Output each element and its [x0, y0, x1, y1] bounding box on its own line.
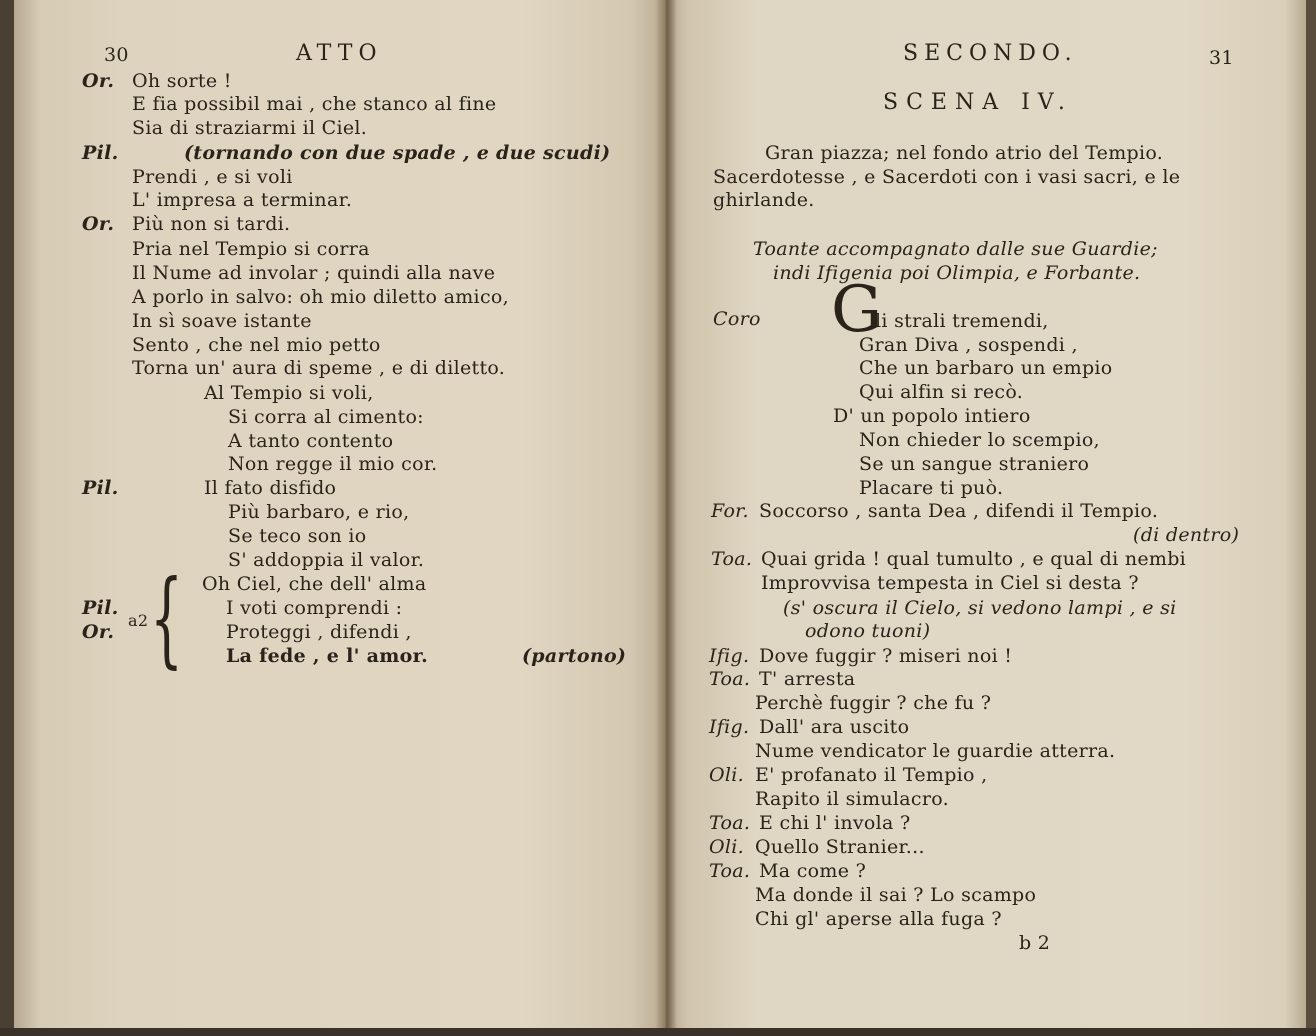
speaker-label: Pil.	[82, 477, 119, 499]
verse-line: A porlo in salvo: oh mio diletto amico,	[132, 286, 509, 308]
stage-direction: (di dentro)	[1133, 524, 1240, 546]
signature-mark: b 2	[1019, 932, 1051, 954]
stage-direction: (s' oscura il Cielo, si vedono lampi , e si	[783, 597, 1177, 619]
stage-direction: odono tuoni)	[805, 620, 931, 642]
verse-line: D' un popolo intiero	[833, 405, 1031, 427]
verse-line: Più non si tardi.	[132, 213, 291, 235]
speaker-label: Toa.	[709, 668, 751, 690]
verse-line: Perchè fuggir ? che fu ?	[755, 692, 992, 714]
speaker-label-chorus: Coro	[713, 308, 761, 330]
verse-line: Che un barbaro un empio	[859, 357, 1113, 379]
book-edge-right	[1306, 0, 1316, 1036]
a2-mark: a2	[128, 611, 149, 630]
verse-line: Improvvisa tempesta in Ciel si desta ?	[761, 572, 1139, 594]
speaker-label: Or.	[82, 213, 115, 235]
entrance-direction: indi Ifigenia poi Olimpia, e Forbante.	[773, 262, 1141, 284]
speaker-label: Pil.	[82, 597, 119, 619]
verse-line: Ma donde il sai ? Lo scampo	[755, 884, 1037, 906]
verse-line: Chi gl' aperse alla fuga ?	[755, 908, 1002, 930]
speaker-label: Ifig.	[709, 645, 750, 667]
verse-line: Se un sangue straniero	[859, 453, 1090, 475]
verse-line: Dall' ara uscito	[759, 716, 910, 738]
verse-line: Se teco son io	[228, 525, 367, 547]
verse-line: Proteggi , difendi ,	[226, 621, 412, 643]
duet-brace: {	[150, 557, 184, 679]
verse-line: In sì soave istante	[132, 310, 312, 332]
verse-line: E' profanato il Tempio ,	[755, 764, 988, 786]
setting-line: Gran piazza; nel fondo atrio del Tempio.	[765, 142, 1164, 164]
book-gutter	[655, 0, 677, 1036]
book-edge-left	[0, 0, 14, 1036]
verse-line: Sento , che nel mio petto	[132, 334, 381, 356]
verse-line: Non chieder lo scempio,	[859, 429, 1100, 451]
verse-line: Quello Stranier...	[755, 836, 925, 858]
speaker-label: Toa.	[711, 548, 753, 570]
verse-line: Più barbaro, e rio,	[228, 501, 410, 523]
page-number-right: 31	[1209, 47, 1234, 69]
verse-line: Quai grida ! qual tumulto , e qual di nembi	[761, 548, 1187, 570]
setting-line: ghirlande.	[713, 189, 815, 211]
verse-line: La fede , e l' amor.	[226, 645, 429, 667]
verse-line: E fia possibil mai , che stanco al fine	[132, 93, 497, 115]
running-head-left: ATTO	[296, 41, 383, 66]
verse-line: Pria nel Tempio si corra	[132, 238, 370, 260]
verse-line: Non regge il mio cor.	[228, 453, 438, 475]
entrance-direction: Toante accompagnato dalle sue Guardie;	[753, 238, 1158, 260]
drop-cap: G	[831, 273, 883, 347]
stage-direction: (tornando con due spade , e due scudi)	[184, 142, 611, 164]
verse-line: Nume vendicator le guardie atterra.	[755, 740, 1116, 762]
verse-line: Oh Ciel, che dell' alma	[202, 573, 427, 595]
verse-line: E chi l' invola ?	[759, 812, 911, 834]
verse-line: Sia di straziarmi il Ciel.	[132, 117, 368, 139]
speaker-label: Or.	[82, 70, 115, 92]
speaker-label: Oli.	[709, 764, 744, 786]
verse-line: Prendi , e si voli	[132, 166, 293, 188]
verse-line: T' arresta	[759, 668, 856, 690]
verse-line: Il Nume ad involar ; quindi alla nave	[132, 262, 496, 284]
page-number-left: 30	[104, 44, 129, 66]
verse-line: li strali tremendi,	[875, 310, 1049, 332]
verse-line: Oh sorte !	[132, 70, 232, 92]
verse-line: Qui alfin si recò.	[859, 381, 1024, 403]
verse-line: A tanto contento	[228, 430, 394, 452]
verse-line: Dove fuggir ? miseri noi !	[759, 645, 1013, 667]
verse-line: Al Tempio si voli,	[204, 382, 374, 404]
verse-line: L' impresa a terminar.	[132, 189, 353, 211]
speaker-label: Oli.	[709, 836, 744, 858]
right-page	[665, 0, 1316, 1036]
speaker-label: Ifig.	[709, 716, 750, 738]
speaker-label: For.	[711, 500, 749, 522]
verse-line: Si corra al cimento:	[228, 406, 424, 428]
verse-line: S' addoppia il valor.	[228, 549, 425, 571]
verse-line: Rapito il simulacro.	[755, 788, 949, 810]
verse-line: Gran Diva , sospendi ,	[859, 334, 1078, 356]
verse-line: Il fato disfido	[204, 477, 337, 499]
verse-line: Torna un' aura di speme , e di diletto.	[132, 357, 506, 379]
speaker-label: Or.	[82, 621, 115, 643]
verse-line: Ma come ?	[759, 860, 867, 882]
running-head-right: SECONDO.	[903, 41, 1078, 66]
verse-line: I voti comprendi :	[226, 597, 403, 619]
speaker-label: Toa.	[709, 860, 751, 882]
speaker-label: Toa.	[709, 812, 751, 834]
verse-line: Placare ti può.	[859, 477, 1004, 499]
speaker-label: Pil.	[82, 142, 119, 164]
book-edge-bottom	[0, 1028, 1316, 1036]
scene-title: SCENA IV.	[883, 90, 1073, 115]
stage-direction-exit: (partono)	[522, 645, 627, 667]
setting-line: Sacerdotesse , e Sacerdoti con i vasi sacri, e le	[713, 166, 1181, 188]
verse-line: Soccorso , santa Dea , difendi il Tempio.	[759, 500, 1159, 522]
